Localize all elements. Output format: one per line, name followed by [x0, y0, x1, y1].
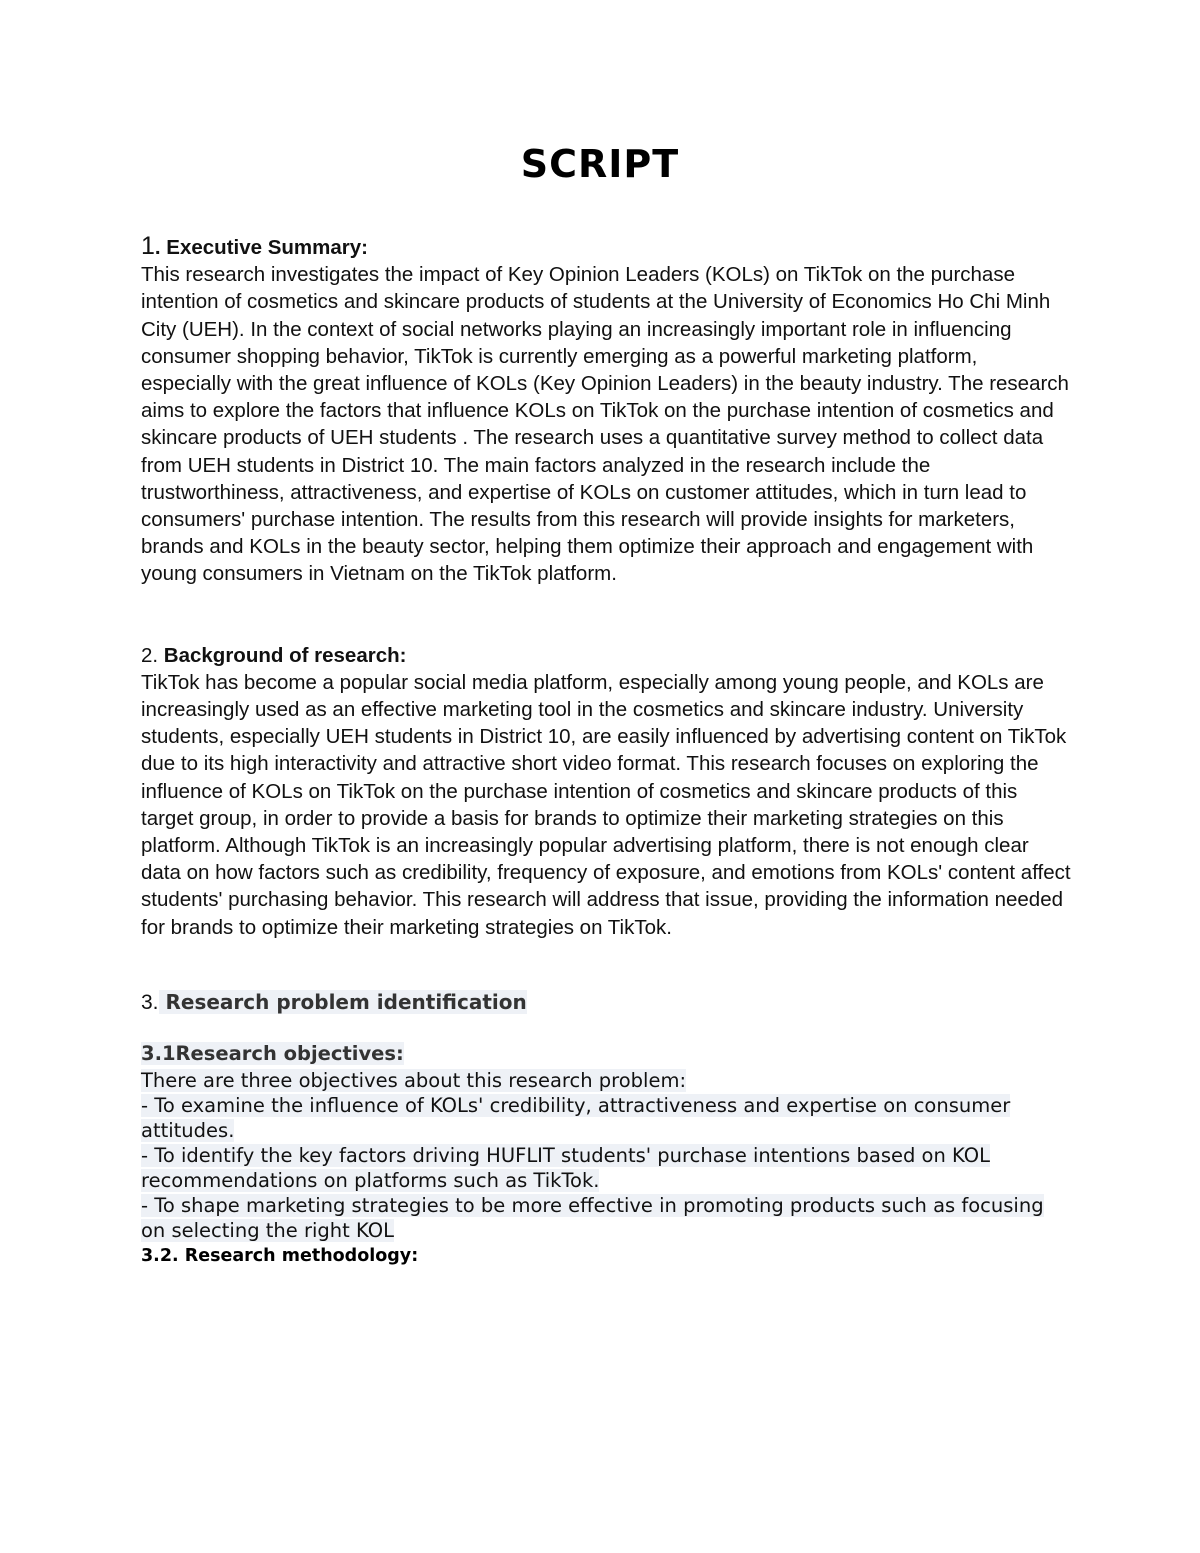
section-number: 3.	[141, 990, 159, 1014]
objectives-intro-text: There are three objectives about this research problem:	[141, 1068, 687, 1092]
document-body	[141, 233, 1071, 1269]
background-paragraph: TikTok has become a popular social media platform, especially among young people, and KOLs are increasingly used as an effective marketing tool in the cosmetics and skincare industry. University students, especially UEH students in District 10, are easily influenced by advertising content on TikTok due to its high interactivity and attractive short video format. This research focuses on exploring the influence of KOLs on TikTok on the purchase intention of cosmetics and skincare products of this target group, in order to provide a basis for brands to optimize their marketing strategies on this platform. Although TikTok is an increasingly popular advertising platform, there is not enough clear data on how factors such as credibility, frequency of exposure, and emotions from KOLs' content affect students' purchasing behavior. This research will address that issue, providing the information needed for brands to optimize their marketing strategies on TikTok.	[141, 670, 1071, 939]
objectives-intro	[141, 1068, 1071, 1093]
subsection-title: 3.1Research objectives:	[141, 1041, 404, 1065]
section-heading-executive-summary	[141, 233, 1071, 261]
section-title: Background of research:	[163, 643, 407, 667]
objective-item-text: - To identify the key factors driving HUFLIT students' purchase intentions based on KOL recommendations on platforms such as TikTok.	[141, 1143, 990, 1192]
section-number: 1	[141, 232, 155, 260]
objective-item	[141, 1093, 1071, 1143]
section-heading-research-problem	[141, 987, 1071, 1018]
executive-summary-paragraph: This research investigates the impact of Key Opinion Leaders (KOLs) on TikTok on the purchase intention of cosmetics and skincare products of students at the University of Economics Ho Chi Minh City (UEH). In the context of social networks playing an increasingly important role in influencing consumer shopping behavior, TikTok is currently emerging as a powerful marketing platform, especially with the great influence of KOLs (Key Opinion Leaders) in the beauty industry. The research aims to explore the factors that influence KOLs on TikTok on the purchase intention of cosmetics and skincare products of UEH students . The research uses a quantitative survey method to collect data from UEH students in District 10. The main factors analyzed in the research include the trustworthiness, attractiveness, and expertise of KOLs on customer attitudes, which in turn lead to consumers' purchase intention. The results from this research will provide insights for marketers, brands and KOLs in the beauty sector, helping them optimize their approach and engagement with young consumers in Vietnam on the TikTok platform.	[141, 263, 1069, 586]
objective-item-text: - To shape marketing strategies to be more effective in promoting products such as focusing on selecting the right KOL	[141, 1193, 1044, 1242]
objectives-list	[141, 1068, 1071, 1243]
section-title: . Executive Summary:	[154, 236, 368, 259]
objective-item	[141, 1193, 1071, 1243]
objective-item	[141, 1143, 1071, 1193]
section-number: 2.	[141, 643, 164, 667]
section-heading-background	[141, 642, 1071, 669]
subsection-heading-objectives	[141, 1040, 1071, 1068]
section-title: Research problem identification	[158, 989, 527, 1014]
page-title: SCRIPT	[520, 142, 680, 186]
objective-item-text: - To examine the influence of KOLs' credibility, attractiveness and expertise on consumer attitudes.	[141, 1093, 1011, 1142]
subsection-heading-methodology: 3.2. Research methodology:	[141, 1245, 419, 1266]
